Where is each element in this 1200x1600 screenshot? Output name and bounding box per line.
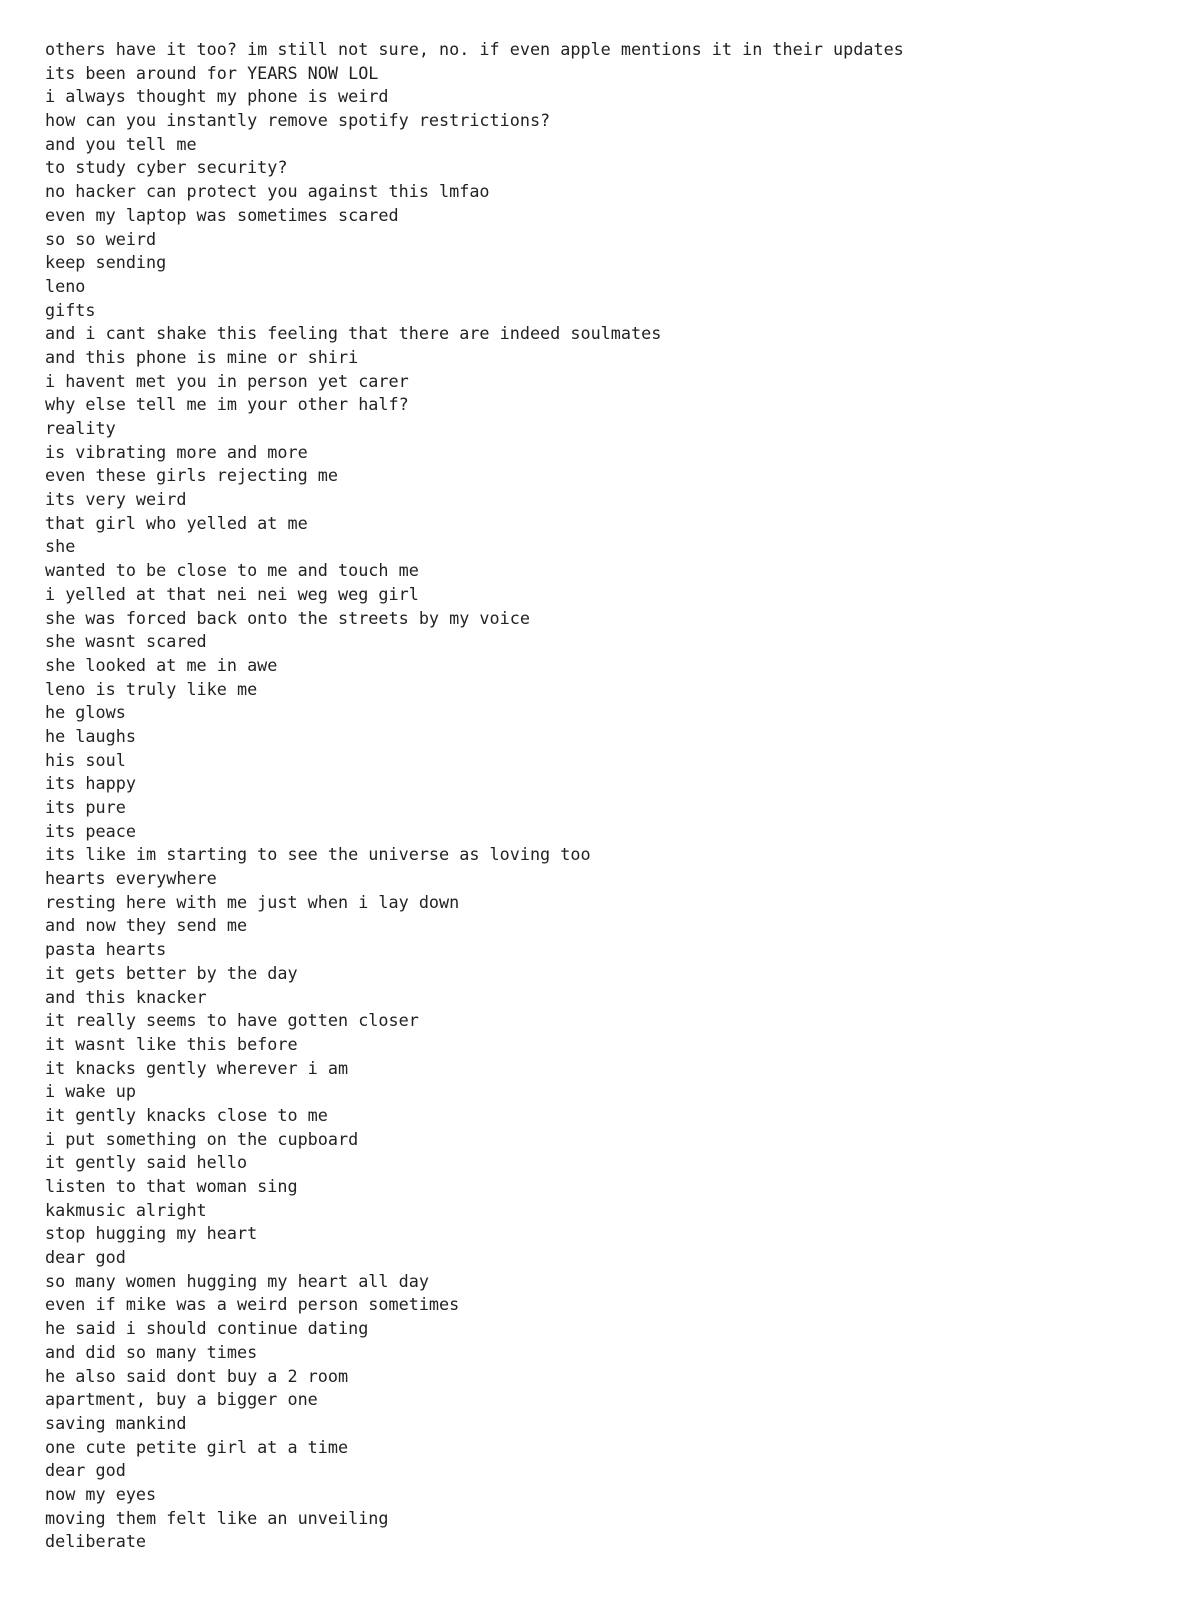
- text-line: kakmusic alright: [45, 1199, 207, 1220]
- text-line: its like im starting to see the universe as loving too: [45, 844, 591, 865]
- text-line: i always thought my phone is weird: [45, 86, 389, 107]
- text-line: and this knacker: [45, 986, 207, 1007]
- text-line: deliberate: [45, 1531, 147, 1552]
- text-line: dear god: [45, 1460, 126, 1481]
- text-line: and this phone is mine or shiri: [45, 346, 359, 367]
- text-line: saving mankind: [45, 1412, 187, 1433]
- text-line: i yelled at that nei nei weg weg girl: [45, 583, 419, 604]
- text-line: is vibrating more and more: [45, 441, 308, 462]
- text-line: its pure: [45, 797, 126, 817]
- text-line: leno: [45, 275, 86, 296]
- text-line: he laughs: [45, 725, 136, 746]
- text-line: it gets better by the day: [45, 962, 298, 983]
- text-line: it gently said hello: [45, 1152, 248, 1173]
- text-line: it really seems to have gotten closer: [45, 1010, 419, 1031]
- text-line: and i cant shake this feeling that there are indeed soulmates: [45, 323, 662, 344]
- text-line: i put something on the cupboard: [45, 1128, 359, 1149]
- text-line: it gently knacks close to me: [45, 1104, 328, 1125]
- text-line: others have it too? im still not sure, no. if even apple mentions it in their updates: [45, 39, 904, 59]
- text-line: even if mike was a weird person sometimes: [45, 1294, 460, 1315]
- text-line: dear god: [45, 1247, 126, 1268]
- text-line: pasta hearts: [45, 939, 167, 960]
- text-line: resting here with me just when i lay down: [45, 891, 460, 912]
- text-line: and you tell me: [45, 133, 197, 154]
- text-line: its very weird: [45, 489, 187, 510]
- text-line: its happy: [45, 773, 136, 794]
- text-line: she wasnt scared: [45, 631, 207, 652]
- text-line: he glows: [45, 702, 126, 723]
- text-line: gifts: [45, 299, 96, 320]
- text-line: she looked at me in awe: [45, 654, 278, 675]
- text-line: so so weird: [45, 228, 157, 249]
- text-line: keep sending: [45, 252, 167, 273]
- text-line: wanted to be close to me and touch me: [45, 560, 419, 581]
- text-line: so many women hugging my heart all day: [45, 1270, 429, 1291]
- text-line: he also said dont buy a 2 room: [45, 1365, 349, 1386]
- text-line: reality: [45, 418, 116, 438]
- text-line: he said i should continue dating: [45, 1318, 369, 1339]
- text-line: apartment, buy a bigger one: [45, 1389, 318, 1410]
- text-line: i havent met you in person yet carer: [45, 370, 409, 391]
- text-line: even these girls rejecting me: [45, 465, 338, 486]
- text-line: she was forced back onto the streets by my voice: [45, 607, 530, 628]
- text-line: now my eyes: [45, 1483, 157, 1504]
- text-line: why else tell me im your other half?: [45, 394, 409, 415]
- text-line: it wasnt like this before: [45, 1033, 298, 1054]
- text-line: its peace: [45, 820, 136, 841]
- text-lines: [45, 38, 904, 1554]
- text-line: i wake up: [45, 1081, 136, 1102]
- text-line: to study cyber security?: [45, 157, 288, 178]
- text-line: its been around for YEARS NOW LOL: [45, 62, 379, 83]
- text-line: and now they send me: [45, 915, 248, 936]
- text-line: moving them felt like an unveiling: [45, 1507, 389, 1528]
- text-line: leno is truly like me: [45, 678, 258, 699]
- text-line: that girl who yelled at me: [45, 512, 308, 533]
- text-line: how can you instantly remove spotify restrictions?: [45, 110, 551, 131]
- text-line: one cute petite girl at a time: [45, 1436, 349, 1457]
- text-line: hearts everywhere: [45, 868, 217, 889]
- text-line: even my laptop was sometimes scared: [45, 204, 399, 225]
- text-line: stop hugging my heart: [45, 1223, 258, 1244]
- text-line: no hacker can protect you against this lmfao: [45, 181, 490, 202]
- text-line: his soul: [45, 749, 126, 770]
- text-line: and did so many times: [45, 1341, 258, 1362]
- text-line: she: [45, 536, 76, 557]
- text-line: listen to that woman sing: [45, 1176, 298, 1196]
- text-line: it knacks gently wherever i am: [45, 1057, 349, 1078]
